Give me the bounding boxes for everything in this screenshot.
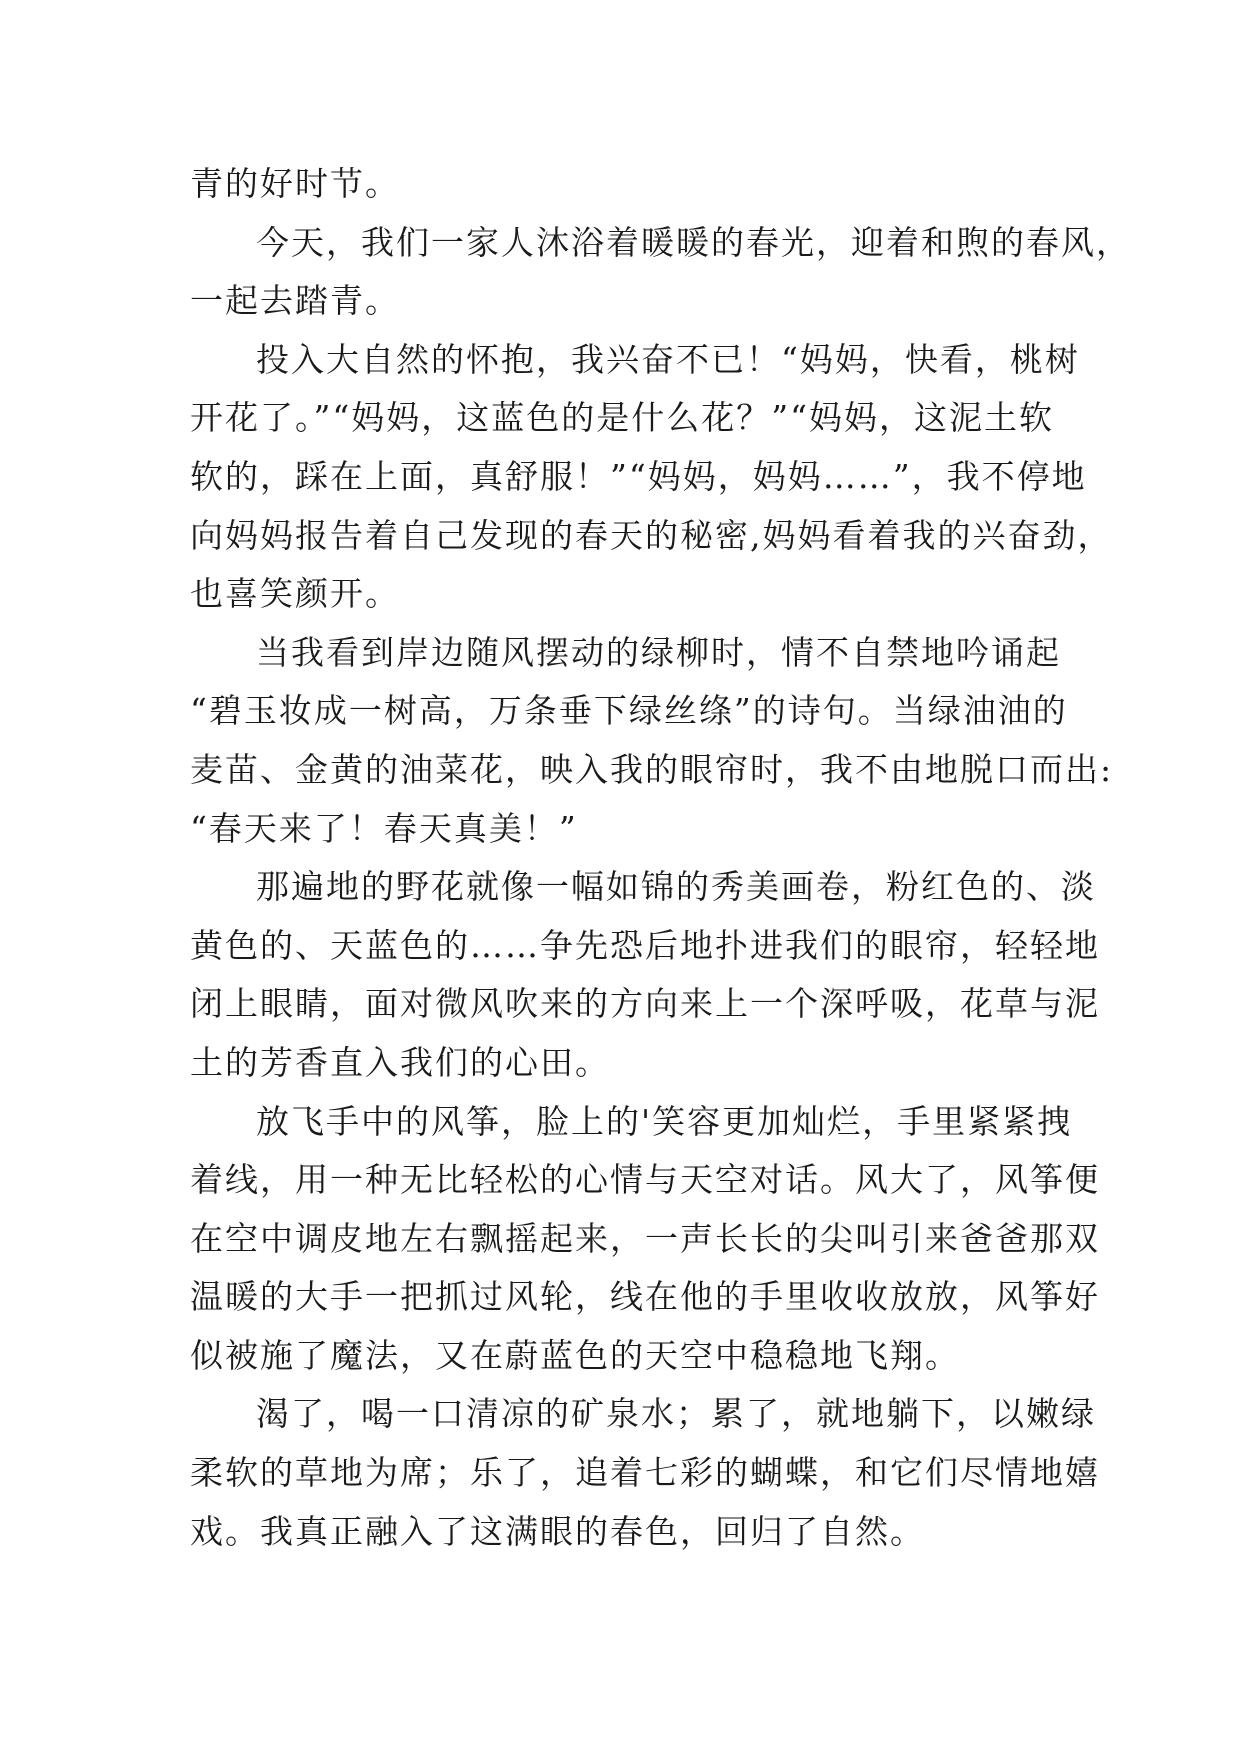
paragraph-1 [190, 155, 1050, 214]
text-line: 闭上眼睛，面对微风吹来的方向来上一个深呼吸，花草与泥 [190, 984, 1100, 1024]
text-line: 向妈妈报告着自己发现的春天的秘密,妈妈看着我的兴奋劲， [190, 515, 1113, 555]
text-line: 渴了，喝一口清凉的矿泉水；累了，就地躺下，以嫩绿 [256, 1394, 1096, 1434]
text-line: 温暖的大手一把抓过风轮，线在他的手里收收放放，风筝好 [190, 1277, 1100, 1317]
text-line: 麦苗、金黄的油菜花，映入我的眼帘时，我不由地脱口而出: [190, 749, 1114, 789]
paragraph-2 [190, 214, 1131, 331]
text-line: 放飞手中的风筝，脸上的'笑容更加灿烂，手里紧紧拽 [256, 1101, 1073, 1141]
paragraph-5 [190, 858, 1100, 1092]
text-line: 柔软的草地为席；乐了，追着七彩的蝴蝶，和它们尽情地嬉 [190, 1453, 1100, 1493]
text-line: 青的好时节。 [190, 164, 400, 203]
text-line: 在空中调皮地左右飘摇起来，一声长长的尖叫引来爸爸那双 [190, 1218, 1100, 1258]
text-line: 投入大自然的怀抱，我兴奋不已！“妈妈，快看，桃树 [256, 339, 1080, 379]
text-line: 当我看到岸边随风摆动的绿柳时，情不自禁地吟诵起 [256, 632, 1061, 672]
text-line: 一起去踏青。 [190, 281, 400, 321]
paragraph-7 [190, 1385, 1100, 1561]
text-line: 软的，踩在上面，真舒服！”“妈妈，妈妈……”，我不停地 [190, 456, 1087, 496]
text-line: “春天来了！春天真美！” [190, 808, 578, 848]
text-line: “碧玉妆成一树高，万条垂下绿丝绦”的诗句。当绿油油的 [190, 691, 1068, 731]
paragraph-6 [190, 1093, 1100, 1386]
text-line: 开花了。”“妈妈，这蓝色的是什么花？”“妈妈，这泥土软 [190, 398, 1054, 438]
text-line: 也喜笑颜开。 [190, 574, 400, 614]
body-text [190, 155, 1131, 1561]
text-line: 那遍地的野花就像一幅如锦的秀美画卷，粉红色的、淡 [256, 867, 1096, 907]
paragraph-3 [190, 331, 1113, 624]
text-line: 今天，我们一家人沐浴着暖暖的春光，迎着和煦的春风， [256, 222, 1131, 262]
text-line: 土的芳香直入我们的心田。 [190, 1042, 610, 1082]
text-line: 戏。我真正融入了这满眼的春色，回归了自然。 [190, 1511, 925, 1551]
text-line: 着线，用一种无比轻松的心情与天空对话。风大了，风筝便 [190, 1160, 1100, 1200]
text-line: 似被施了魔法，又在蔚蓝色的天空中稳稳地飞翔。 [190, 1335, 960, 1375]
paragraph-4 [190, 624, 1114, 858]
text-line: 黄色的、天蓝色的……争先恐后地扑进我们的眼帘，轻轻地 [190, 925, 1100, 965]
